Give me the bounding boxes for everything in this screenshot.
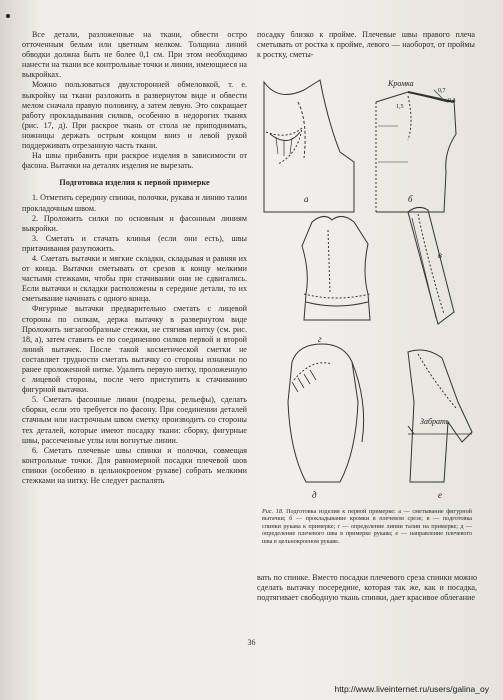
paragraph: 6. Сметать плечевые швы спинки и полочки, совмещая контрольные точки. Для равномерной посадки плечевой шов спинки (особенно в цельнокроеном рукаве) собрать мелкими стежками на нитку. Не следует распалять <box>22 445 247 486</box>
figure-caption <box>262 508 472 545</box>
paragraph: 3. Сметать и стачать клинья (если они есть), швы притачивания разутюжить. <box>22 233 247 253</box>
figure-letter-a: а <box>304 194 309 204</box>
figure-letter-v: в <box>438 250 442 260</box>
label-dim-07: 0,7 <box>438 88 446 94</box>
paragraph: 4. Сметать вытачки и мягкие складки, складывая и равняя их от конца. Вытачки сметывать от срезов к концу мелкими частыми стежками, чтобы при стачивании они не сдвигались. Если вытачки и складки расположены в середине детали, то их сметывание начинать с одного конца. <box>22 253 247 304</box>
figure-e-kimono <box>408 350 472 482</box>
paragraph: На швы прибавить при раскрое изделия в зависимости от фасона. Вытачки на деталях изделия не вырезать. <box>22 151 247 171</box>
caption-lead: Рис. 18. <box>262 508 284 515</box>
page-number: 36 <box>247 638 256 647</box>
scan-mark <box>6 14 10 18</box>
label-dim-15: 1,5 <box>396 104 404 110</box>
figure-d-sleeve <box>288 344 364 482</box>
figure-letter-g: г <box>318 334 322 344</box>
figure-letter-b: б <box>408 194 413 204</box>
paragraph: 5. Сметать фасонные линии (подрезы, рельефы), сделать сборки, если это требуется по фасону. При соединении деталей стачным или настрочным швом сметку производить со стороны тех деталей, которые имеют посадку ткани: сборку, фигурные швы, рассеченные углы или вогнутые линии. <box>22 395 247 445</box>
paragraph: Можно пользоваться двухсторонней обмеловкой, т. е. выкройку на ткани разложить в развернутом виде и обвести мелом сначала правую половину, а затем левую. Это сокращает работу прокладывания силков, особенно в недорогих тканях (рис. 17, д). При раскрое ткань от стола не приподнимать, ножницы держать острым концом вниз и левой рукой поддерживать отрезанную часть ткани. <box>22 80 247 151</box>
caption-text: Подготовка изделия к первой примерке: а — сметывание фигурной вытачки; б — прокладывание кромки в плечевом срезе; в — подготовка спинки рукава к примерке; г — определение линии талии на примерке; д — определение плечевого шва в примерке рукава; е — направление плечевого шва в цельнокроеном рукаве. <box>262 508 472 545</box>
figure-b-back <box>376 90 456 212</box>
label-kromka: Кромка <box>388 79 414 88</box>
figure-letter-e: е <box>438 490 442 500</box>
source-url[interactable]: http://www.liveinternet.ru/users/galina_oy <box>334 684 489 694</box>
figure-18 <box>258 62 476 502</box>
paragraph: Фигурные вытачки предварительно сметать с лицевой стороны по силкам, держа вытачку в развернутом виде Проложить зигзагообразные стежки, не стягивая нитку (см. рис. 18, а), затем ставить ее по соединению силков первой и второй линий вытачек. После такой косметической сметки не составляет трудности сметать вытачку со стороны изнанки по ранее проложенной нитке. Удалить первую нитку, проложенную с лицевой стороны, после чего приступить к стачиванию фигурной вытачки. <box>22 304 247 395</box>
pattern-illustration <box>258 62 476 502</box>
paragraph: Все детали, разложенные на ткани, обвести остро отточенным белым или цветным мелком. Толщина линий обводки должна быть не более 0,1 см. При этом необходимо нанести на ткани все контрольные точки и линии, имеющиеся на выкройках. <box>22 30 247 80</box>
figure-v-sleeve <box>408 207 454 324</box>
figure-a-bodice <box>264 80 354 212</box>
paragraph: 1. Отметить середину спинки, полочки, рукава и линию талии прокладочным швом. <box>22 193 247 213</box>
paragraph: 2. Проложить силки по основным и фасонным линиям выкройки. <box>22 213 247 233</box>
right-column-bottom-text: вать по спинке. Вместо посадки плечевого среза спинки можно сделать вытачку посередине, которая так же, как и посадка, подтягивает свободную ткань спинки, дает красивое облегание <box>257 573 477 603</box>
figure-letter-d: д <box>312 490 317 500</box>
right-column-top-text: посадку близко к пройме. Плечевые швы правого плеча сметывать от ростка к пройме, левого — наоборот, от проймы к ростку, сметы- <box>257 30 475 60</box>
left-text-column <box>22 30 247 486</box>
label-dim-03: 0,3 <box>448 98 456 104</box>
figure-g-dress <box>302 216 370 320</box>
label-zabrat: Забрать <box>420 417 450 426</box>
section-heading: Подготовка изделия к первой примерке <box>59 178 210 188</box>
